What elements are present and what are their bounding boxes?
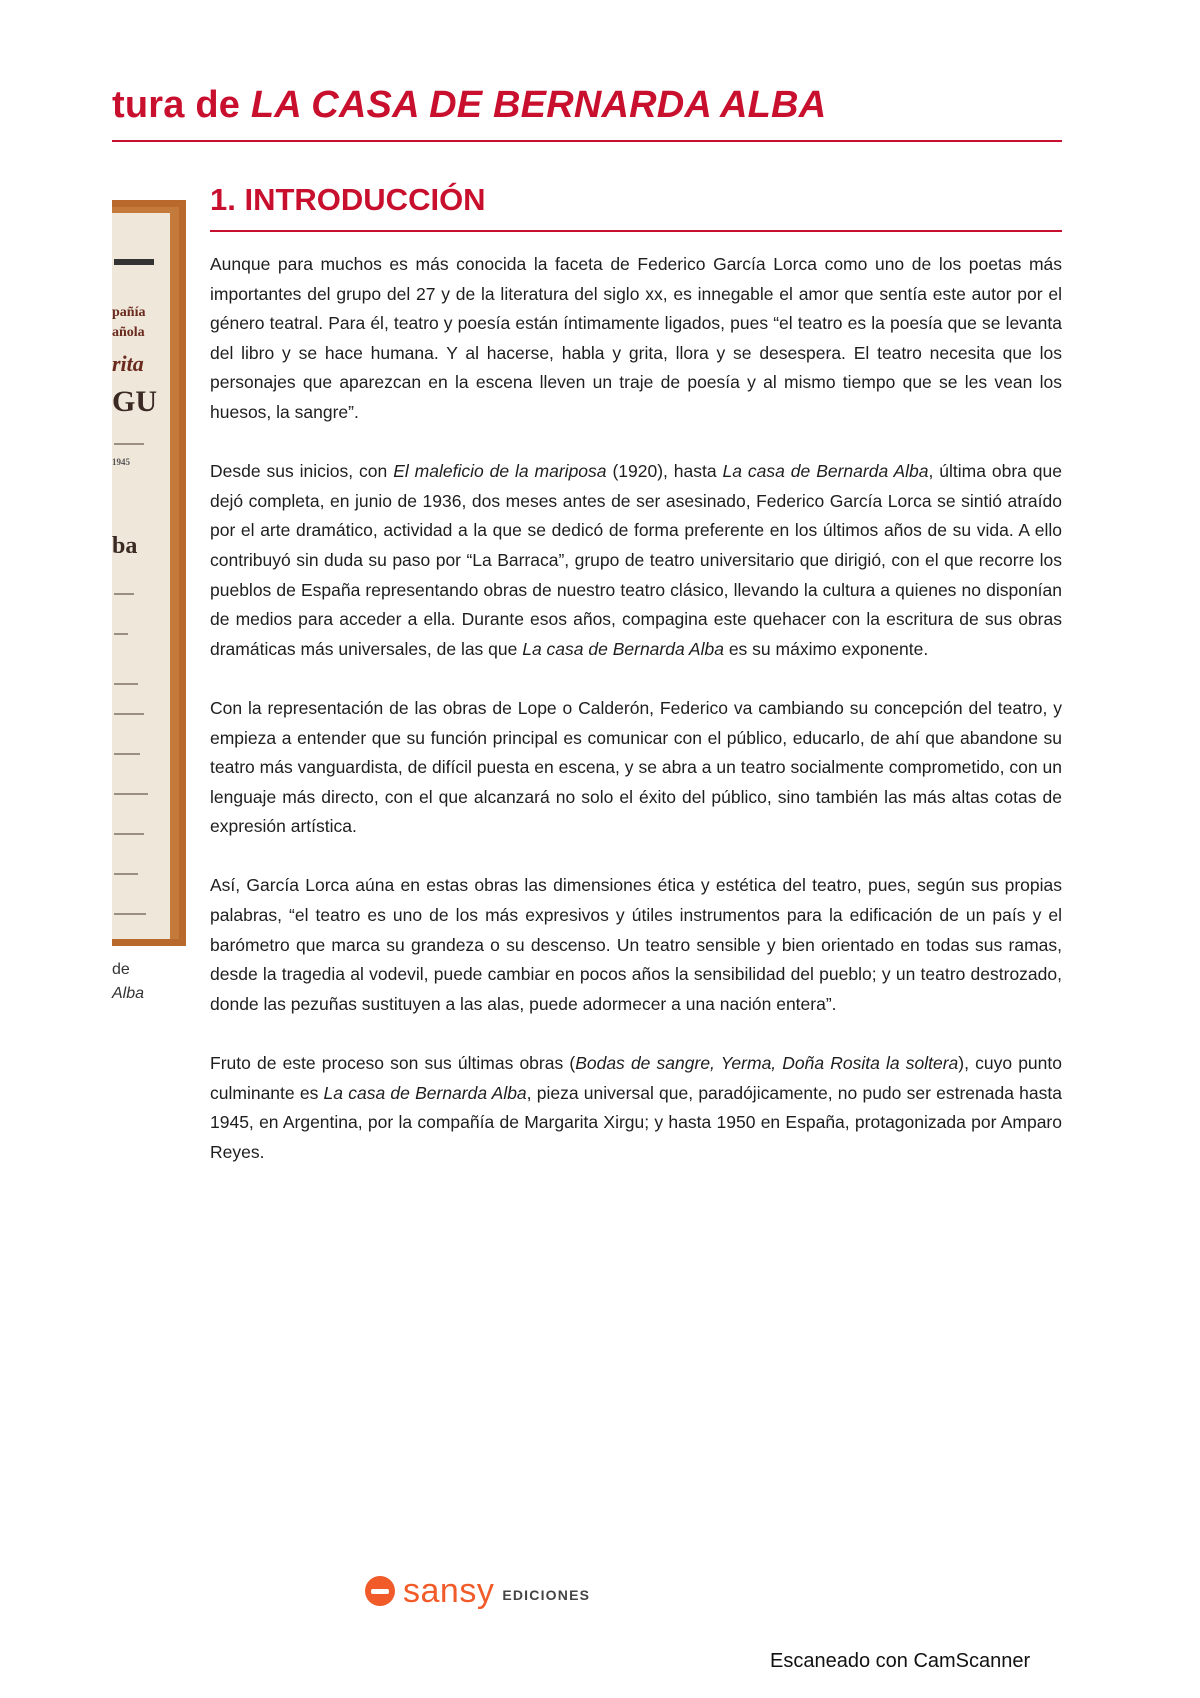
text-run: , última obra que dejó completa, en junio de 1936, dos meses antes de ser asesinado, Federico García Lorca se sintió atraído por el arte dramático, actividad a la que se dedicó de forma preferente en los últimos años de su vida. A ello contribuyó sin duda su paso por “La Barraca”, grupo de teatro universitario que dirigió, con el que recorre los pueblos de España representando obras de nuestro teatro clásico, llevando la cultura a quienes no disponían de medios para acceder a ella. Durante esos años, compagina este quehacer con la escritura de sus obras dramáticas más universales, de las que	[210, 461, 1062, 659]
header-divider	[112, 140, 1062, 142]
text-run: es su máximo exponente.	[723, 638, 929, 659]
text-run: Con la representación de las obras de Lope o Calderón, Federico va cambiando su concepción del teatro, y empieza a entender que su función principal es comunicar con el público, educarlo, de ahí que abandone su teatro más vanguardista, de difícil puesta en escena, y se abra a un teatro socialmente comprometido, con un lenguaje más directo, con el que alcanzará no solo el éxito del público, sino también las más altas cotas de expresión artística.	[210, 697, 1062, 837]
work-title: La casa de Bernarda Alba	[323, 1082, 527, 1103]
publisher-brand	[365, 1571, 590, 1611]
poster-line	[114, 633, 128, 635]
poster-line	[114, 683, 138, 685]
body-text	[210, 250, 1062, 1197]
paragraph	[210, 457, 1062, 664]
page-header	[112, 84, 1062, 127]
poster-line	[114, 593, 134, 595]
publisher-sub: EDICIONES	[502, 1587, 591, 1603]
section-divider	[210, 230, 1062, 232]
caption-line: Alba	[112, 985, 145, 1002]
poster-text: añola	[112, 325, 145, 340]
scanner-watermark: Escaneado con CamScanner	[770, 1650, 1031, 1672]
header-prefix: tura de	[112, 84, 251, 126]
poster-line	[114, 259, 154, 265]
publisher-logo-icon	[365, 1576, 395, 1606]
work-title: El maleficio de la mariposa	[393, 461, 607, 482]
poster-text: ba	[112, 533, 138, 559]
work-title: La casa de Bernarda Alba	[722, 461, 929, 482]
poster-photo	[112, 200, 186, 946]
section-title: 1. INTRODUCCIÓN	[210, 182, 486, 217]
text-run: ), cuyo punto culminante es	[210, 1053, 1062, 1103]
work-title: Bodas de sangre, Yerma, Doña Rosita la soltera	[575, 1053, 959, 1074]
poster-text: GU	[112, 385, 157, 418]
paragraph	[210, 694, 1062, 842]
poster-line	[114, 873, 138, 875]
text-run: Así, García Lorca aúna en estas obras las dimensiones ética y estética del teatro, pues, según sus propias palabras, “el teatro es uno de los más expresivos y útiles instrumentos para la edificación de un país y el barómetro que marca su grandeza o su descenso. Un teatro sensible y bien orientado en todas sus ramas, desde la tragedia al vodevil, puede cambiar en pocos años la sensibilidad del pueblo; y un teatro destrozado, donde las pezuñas sustituyen a las alas, puede adormecer a una nación entera”.	[210, 875, 1062, 1014]
text-run: (1920), hasta	[606, 461, 723, 482]
poster-text: 1945	[112, 457, 130, 467]
poster-paper	[112, 213, 170, 939]
text-run: Aunque para muchos es más conocida la faceta de Federico García Lorca como uno de los poetas más importantes del grupo del 27 y de la literatura del siglo xx, es innegable el amor que sentía este autor por el género teatral. Para él, teatro y poesía están íntimamente ligados, pues “el teatro es la poesía que se levanta del libro y se hace humana. Y al hacerse, habla y grita, llora y se desespera. El teatro necesita que los personajes que aparezcan en la escena lleven un traje de poesía y al mismo tiempo que se les vean los huesos, la sangre”.	[210, 254, 1062, 422]
publisher-name: sansy	[403, 1571, 495, 1610]
poster-caption	[112, 958, 144, 1006]
poster-line	[114, 913, 146, 915]
poster-line	[114, 713, 144, 715]
caption-line: de	[112, 961, 130, 978]
poster-line	[114, 753, 140, 755]
work-title: La casa de Bernarda Alba	[522, 638, 724, 659]
header-title: LA CASA DE BERNARDA ALBA	[250, 84, 827, 126]
text-run: Desde sus inicios, con	[210, 461, 394, 482]
poster-line	[114, 443, 144, 445]
poster-line	[114, 833, 144, 835]
poster-line	[114, 793, 148, 795]
paragraph	[210, 250, 1062, 428]
paragraph	[210, 871, 1062, 1019]
text-run: Fruto de este proceso son sus últimas obras (	[210, 1053, 576, 1074]
paragraph	[210, 1049, 1062, 1167]
poster-text: rita	[112, 351, 144, 376]
text-run: , pieza universal que, paradójicamente, no pudo ser estrenada hasta 1945, en Argentina, por la compañía de Margarita Xirgu; y hasta 1950 en España, protagonizada por Amparo Reyes.	[210, 1082, 1062, 1162]
poster-text: pañía	[112, 305, 146, 320]
